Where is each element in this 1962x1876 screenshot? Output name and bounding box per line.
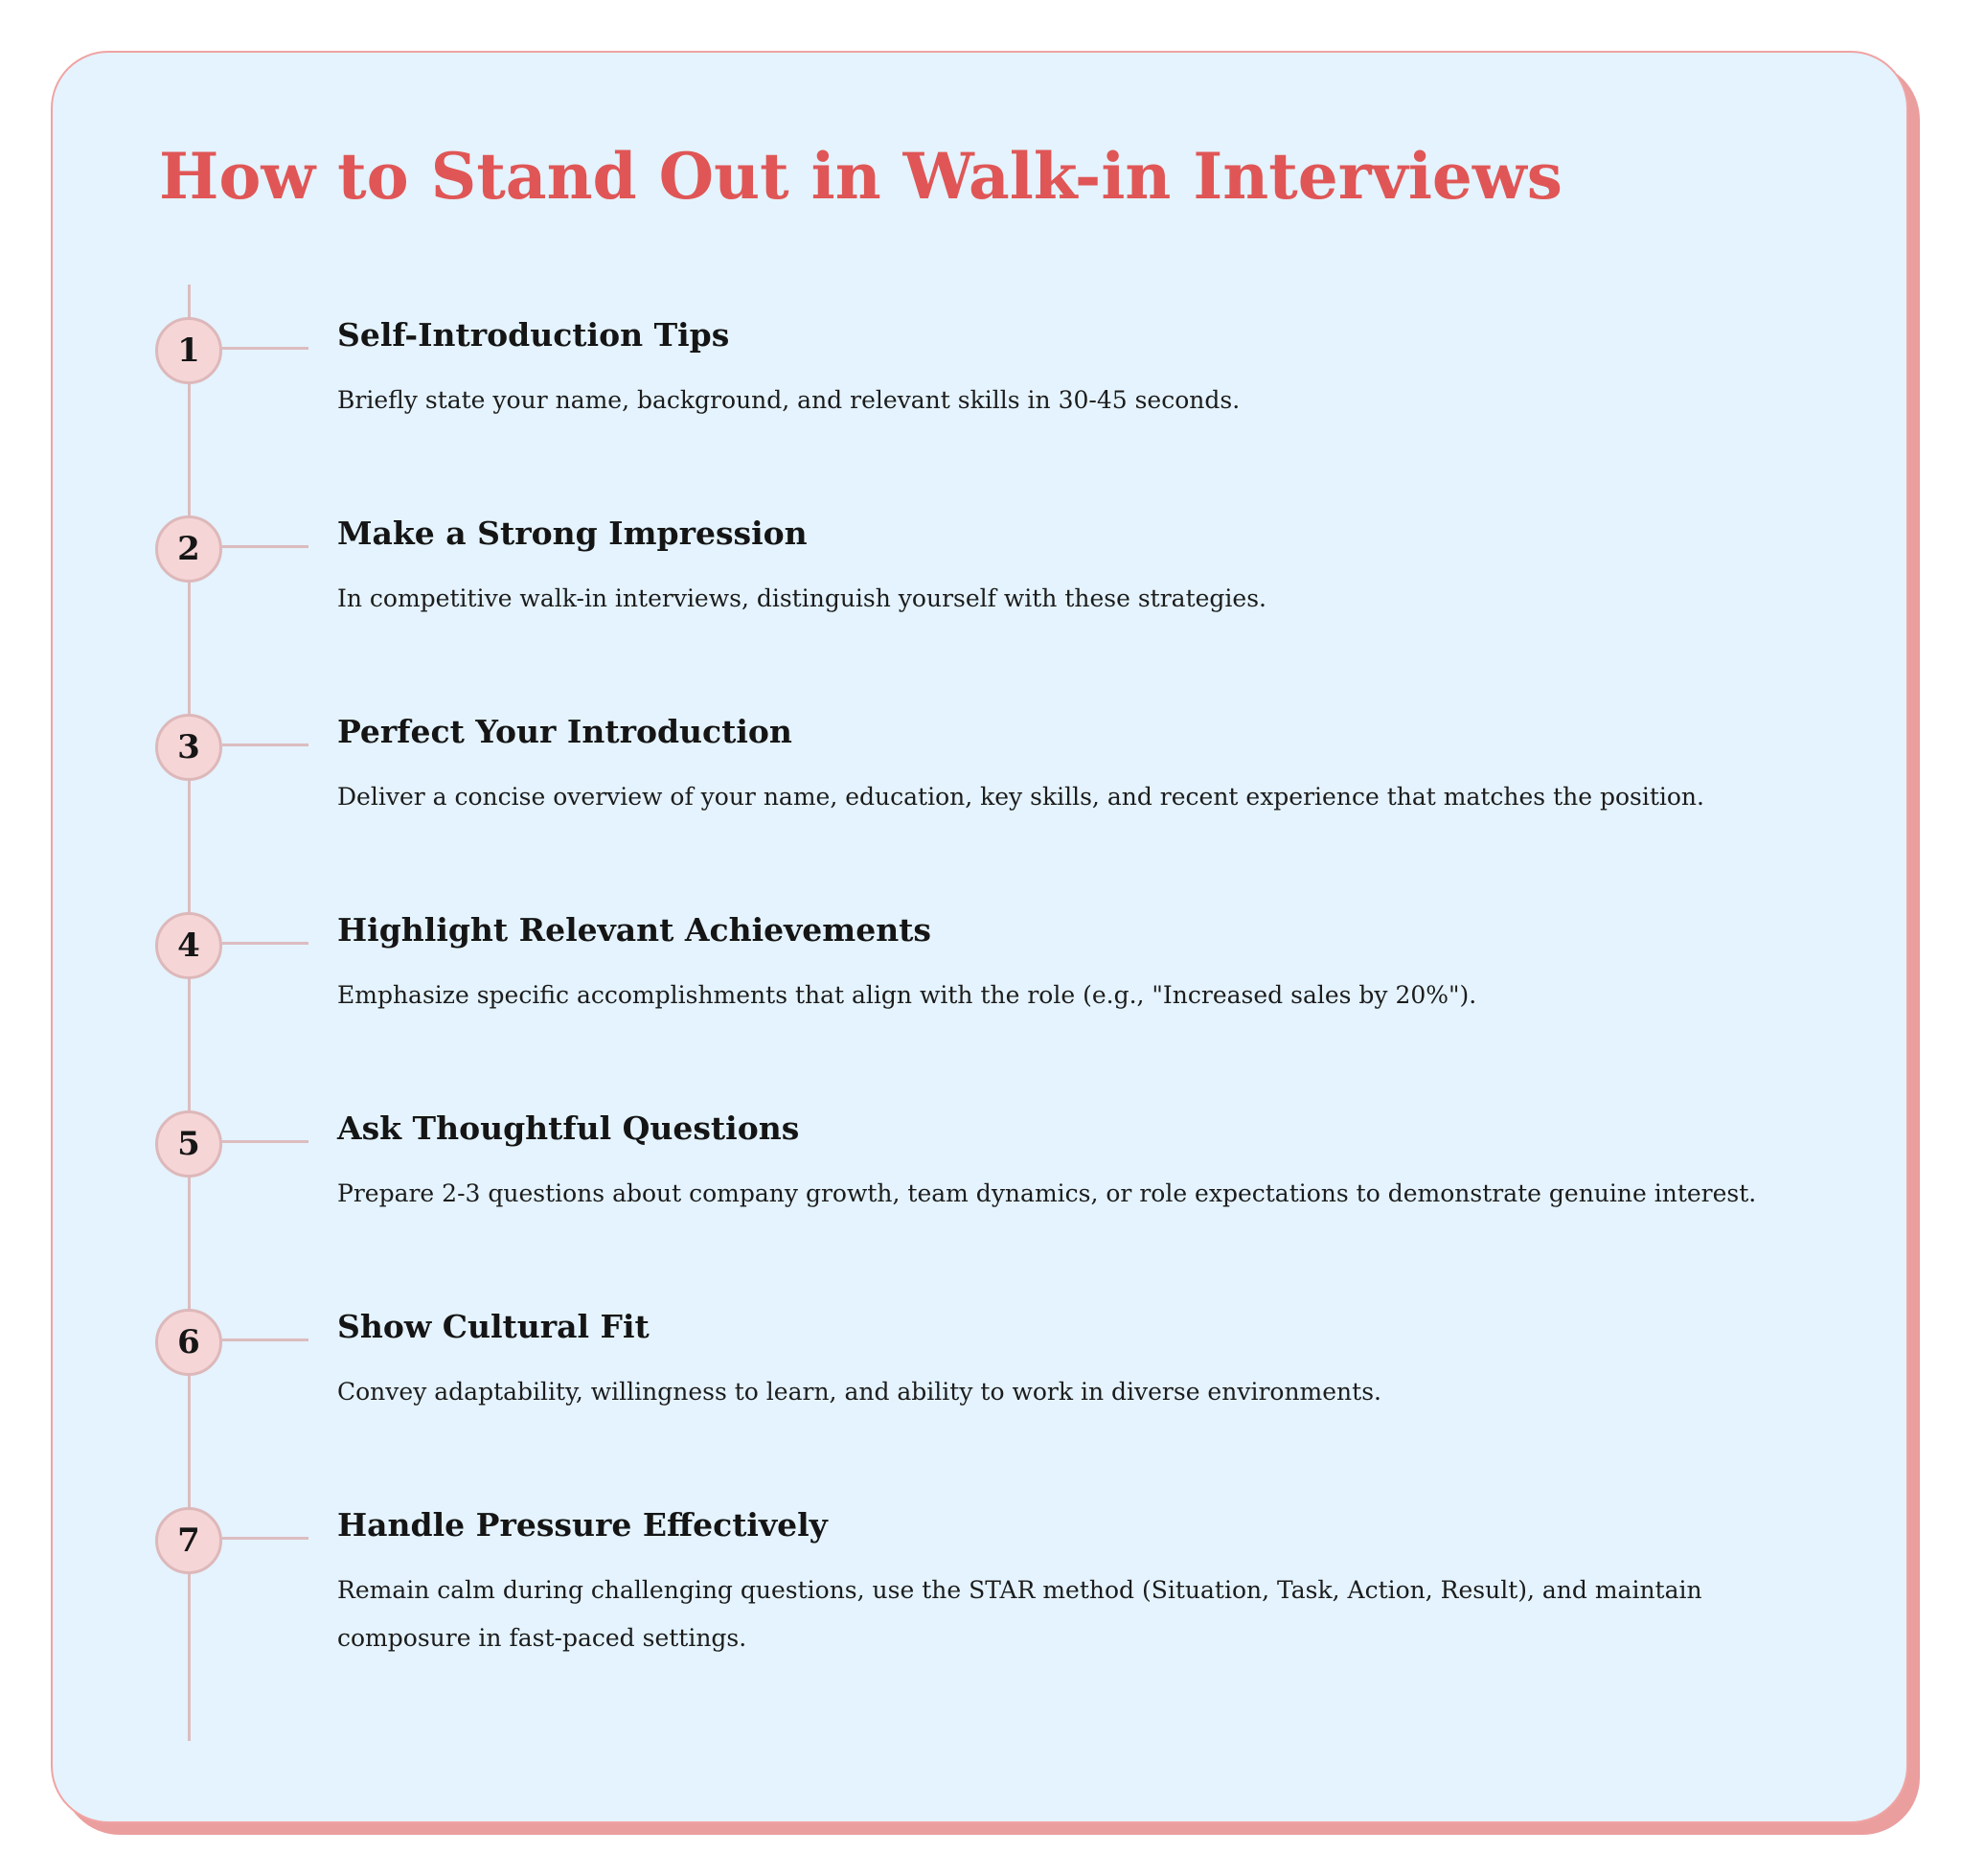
step-number-badge: 4 [155,912,222,979]
timeline-step-5 [53,1106,1906,1218]
timeline-step-6 [53,1304,1906,1416]
step-heading: Ask Thoughtful Questions [337,1110,800,1147]
step-connector [222,942,308,945]
step-number-badge: 3 [155,714,222,781]
step-heading: Highlight Relevant Achievements [337,911,932,949]
step-number-badge: 5 [155,1110,222,1178]
step-connector [222,1140,308,1143]
step-heading: Make a Strong Impression [337,515,808,552]
step-description: Emphasize specific accomplishments that align with the role (e.g., "Increased sales by 20%"). [337,981,1477,1009]
step-description: Remain calm during challenging questions, use the STAR method (Situation, Task, Action, Result), and maintain composure in fast-paced settings. [337,1576,1702,1652]
step-connector [222,1537,308,1540]
step-connector [222,347,308,350]
page-title: How to Stand Out in Walk-in Interviews [159,139,1563,214]
step-connector [222,545,308,548]
timeline-step-7 [53,1502,1906,1662]
step-connector [222,744,308,746]
step-heading: Handle Pressure Effectively [337,1506,828,1544]
step-description: In competitive walk-in interviews, distinguish yourself with these strategies. [337,584,1266,612]
step-heading: Self-Introduction Tips [337,316,730,354]
timeline-step-3 [53,709,1906,821]
step-number-badge: 7 [155,1507,222,1574]
step-description: Convey adaptability, willingness to learn, and ability to work in diverse environments. [337,1378,1381,1406]
step-description: Briefly state your name, background, and relevant skills in 30-45 seconds. [337,386,1241,414]
step-heading: Show Cultural Fit [337,1308,650,1345]
timeline-step-2 [53,511,1906,623]
step-description: Deliver a concise overview of your name, education, key skills, and recent experience that matches the position. [337,783,1704,811]
step-heading: Perfect Your Introduction [337,713,792,750]
step-description: Prepare 2-3 questions about company growth, team dynamics, or role expectations to demonstrate genuine interest. [337,1179,1757,1207]
step-connector [222,1338,308,1341]
timeline-step-1 [53,312,1906,424]
steps-timeline [53,312,1906,1749]
tips-card [51,51,1908,1823]
step-number-badge: 6 [155,1309,222,1376]
step-number-badge: 2 [155,515,222,583]
timeline-step-4 [53,907,1906,1019]
step-number-badge: 1 [155,317,222,384]
